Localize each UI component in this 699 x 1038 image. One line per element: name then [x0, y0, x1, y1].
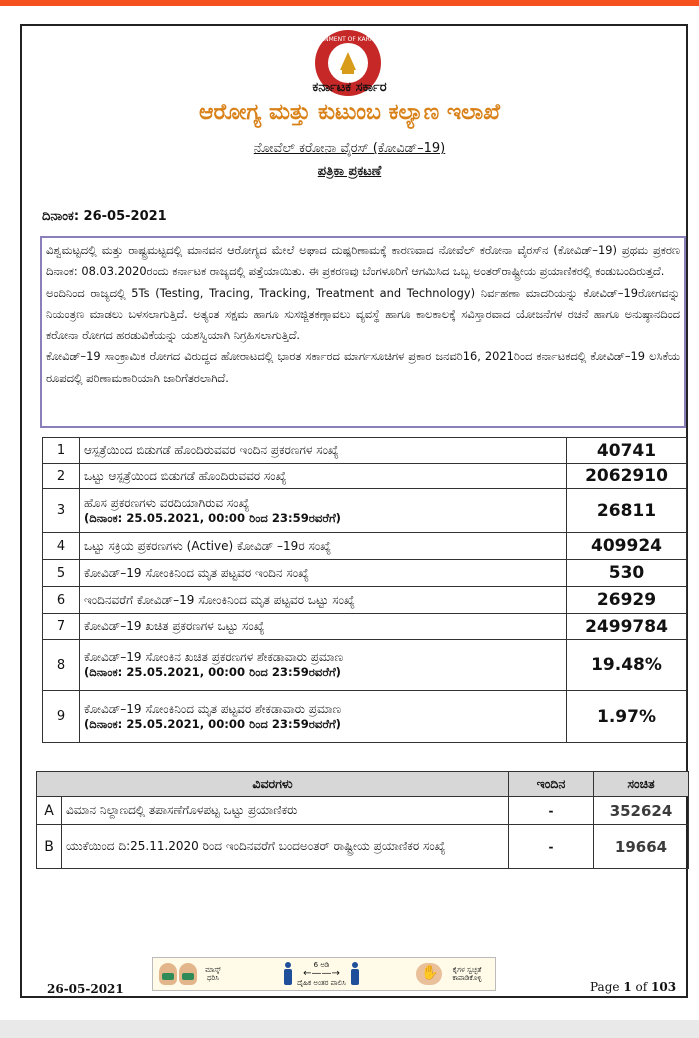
page-indicator [590, 980, 676, 994]
row-label: ಹೊಸ ಪ್ರಕರಣಗಳು ವರದಿಯಾಗಿರುವ ಸಂಖ್ಯೆ [84, 495, 250, 510]
masked-face-icon [159, 963, 177, 985]
person-icon [283, 962, 293, 986]
row-number: 4 [43, 533, 80, 560]
row-sublabel: (ದಿನಾಂಕ: 25.05.2021, 00:00 ರಿಂದ 23:59ರವರೆಗೆ) [84, 510, 341, 525]
row-today: - [509, 825, 594, 869]
distance-feet-text: 6 ಅಡಿ [313, 961, 330, 969]
row-label: ಯುಕೆಯಿಂದ ದಿ:25.11.2020 ರಿಂದ ಇಂದಿನವರೆಗೆ ಬಂದಅಂತರ್ ರಾಷ್ಟ್ರೀಯ ಪ್ರಯಾಣಿಕರ ಸಂಖ್ಯೆ [62, 825, 509, 869]
row-letter: B [37, 825, 62, 869]
row-label: ಕೋವಿಡ್–19 ಖಚಿತ ಪ್ರಕರಣಗಳ ಒಟ್ಟು ಸಂಖ್ಯೆ [80, 614, 567, 640]
row-label: ವಿಮಾನ ನಿಲ್ದಾಣದಲ್ಲಿ ತಪಾಸಣೆಗೊಳಪಟ್ಟ ಒಟ್ಟು ಪ್ರಯಾಣಿಕರು [62, 797, 509, 825]
mask-group [159, 963, 227, 985]
traveller-table [36, 771, 689, 869]
table-row [43, 614, 687, 640]
row-label: ಇಂದಿನವರೆಗೆ ಕೋವಿಡ್–19 ಸೋಂಕಿನಿಂದ ಮೃತ ಪಟ್ಟವರ ಒಟ್ಟು ಸಂಖ್ಯೆ [80, 587, 567, 614]
masked-face-icon [179, 963, 197, 985]
wash-group [416, 963, 489, 985]
row-label: ಆಸ್ಪತ್ರೆಯಿಂದ ಬಿಡುಗಡೆ ಹೊಂದಿರುವವರ ಇಂದಿನ ಪ್ರಕರಣಗಳ ಸಂಖ್ಯೆ [80, 438, 567, 464]
virus-subtitle: ನೋವೆಲ್ ಕರೋನಾ ವೈರಸ್ (ಕೋವಿಡ್–19) [253, 141, 446, 156]
row-value: 409924 [567, 533, 687, 560]
row-label-cell [80, 640, 567, 691]
table-row [43, 464, 687, 489]
page-prefix: Page [590, 980, 620, 994]
row-number: 6 [43, 587, 80, 614]
press-release-title: ಪತ್ರಿಕಾ ಪ್ರಕಟಣೆ [317, 164, 382, 179]
mask-text: ಮಾಸ್ಕ್ ಧರಿಸಿ [205, 966, 221, 982]
intro-paragraph-1: ವಿಶ್ವಮಟ್ಟದಲ್ಲಿ ಮತ್ತು ರಾಷ್ಟ್ರಮಟ್ಟದಲ್ಲಿ ಮಾನವನ ಆರೋಗ್ಯದ ಮೇಲೆ ಅಘಾದ ದುಷ್ಪರಿಣಾಮಕ್ಕೆ ಕಾರಣವಾದ ನೋವೆಲ್ ಕರೋನಾ ವೈರಸ್‌ನ (ಕೋವಿಡ್–19) ಪ್ರಥಮ ಪ್ರಕರಣ ದಿನಾಂಕ: 08.03.2020ರಂದು ಕರ್ನಾಟಕ ರಾಜ್ಯದಲ್ಲಿ ಪತ್ತೆಯಾಯಿತು. ಈ ಪ್ರಕರಣವು ಬೆಂಗಳೂರಿಗೆ ಆಗಮಿಸಿದ ಒಬ್ಬ ಅಂತರ್‌ರಾಷ್ಟ್ರೀಯ ಪ್ರಯಾಣಿಕರಲ್ಲಿ ಕಂಡುಬಂದಿರುತ್ತದೆ. [46, 243, 680, 279]
row-value: 26811 [567, 489, 687, 533]
header-cumulative: ಸಂಚಿತ [594, 772, 689, 797]
row-number: 8 [43, 640, 80, 691]
header-details: ವಿವರಗಳು [37, 772, 509, 797]
viewer-bottom-gap [0, 1020, 699, 1038]
state-name: ಕರ್ನಾಟಕ ಸರ್ಕಾರ [312, 80, 387, 95]
hand-wash-icon [416, 963, 442, 985]
row-number: 7 [43, 614, 80, 640]
table-header-row [37, 772, 689, 797]
row-number: 5 [43, 560, 80, 587]
row-number: 2 [43, 464, 80, 489]
row-label: ಕೋವಿಡ್–19 ಸೋಂಕಿನಿಂದ ಮೃತ ಪಟ್ಟವರ ಇಂದಿನ ಸಂಖ್ಯೆ [80, 560, 567, 587]
distance-text-group [297, 961, 346, 987]
row-value: 2499784 [567, 614, 687, 640]
distance-group [283, 961, 360, 987]
page-of: of [635, 980, 648, 994]
intro-box [40, 236, 686, 428]
row-value: 19.48% [567, 640, 687, 691]
row-label: ಕೋವಿಡ್–19 ಸೋಂಕಿನಿಂದ ಮೃತ ಪಟ್ಟವರ ಶೇಕಡಾವಾರು ಪ್ರಮಾಣ [84, 701, 342, 716]
table-row [43, 560, 687, 587]
row-value: 530 [567, 560, 687, 587]
table-row [37, 797, 689, 825]
row-value: 40741 [567, 438, 687, 464]
footer-date: 26-05-2021 [47, 982, 124, 996]
wash-text: ಕೈಗಳ ಸ್ವಚ್ಛತೆ ಕಾಪಾಡಿಕೊಳ್ಳಿ [452, 966, 482, 982]
row-label-cell [80, 489, 567, 533]
header-today: ಇಂದಿನ [509, 772, 594, 797]
table-row [43, 640, 687, 691]
row-value: 26929 [567, 587, 687, 614]
row-letter: A [37, 797, 62, 825]
department-title: ಆರೋಗ್ಯ ಮತ್ತು ಕುಟುಂಬ ಕಲ್ಯಾಣ ಇಲಾಖೆ [198, 100, 501, 125]
row-label-cell [80, 691, 567, 743]
distance-text: ದೈಹಿಕ ಅಂತರ ಪಾಲಿಸಿ [297, 979, 346, 987]
row-number: 9 [43, 691, 80, 743]
row-today: - [509, 797, 594, 825]
emblem-text: GOVERNMENT OF KARNATAKA [302, 36, 394, 43]
row-number: 1 [43, 438, 80, 464]
row-value: 1.97% [567, 691, 687, 743]
page-number: 1 [623, 980, 632, 994]
row-sublabel: (ದಿನಾಂಕ: 25.05.2021, 00:00 ರಿಂದ 23:59ರವರೆಗೆ) [84, 665, 341, 679]
page-total: 103 [651, 980, 677, 994]
double-arrow-icon: ←——→ [303, 968, 340, 979]
row-label: ಕೋವಿಡ್–19 ಸೋಂಕಿನ ಖಚಿತ ಪ್ರಕರಣಗಳ ಶೇಕಡಾವಾರು ಪ್ರಮಾಣ [84, 650, 344, 664]
release-date: ದಿನಾಂಕ: 26-05-2021 [42, 209, 167, 224]
row-cumulative: 19664 [594, 825, 689, 869]
row-value: 2062910 [567, 464, 687, 489]
top-accent-bar [0, 0, 699, 6]
row-label: ಒಟ್ಟು ಸಕ್ರಿಯ ಪ್ರಕರಣಗಳು (Active) ಕೋವಿಡ್ –19ರ ಸಂಖ್ಯೆ [80, 533, 567, 560]
intro-paragraph-3: ಕೋವಿಡ್–19 ಸಾಂಕ್ರಾಮಿಕ ರೋಗದ ವಿರುದ್ಧದ ಹೋರಾಟದಲ್ಲಿ ಭಾರತ ಸರ್ಕಾರದ ಮಾರ್ಗಸೂಚಿಗಳ ಪ್ರಕಾರ ಜನವರಿ16, 2021ರಿಂದ ಕರ್ನಾಟಕದಲ್ಲಿ ಕೋವಿಡ್–19 ಲಸಿಕೆಯ ರೂಪದಲ್ಲಿ ಪರಿಣಾಮಕಾರಿಯಾಗಿ ಜಾರಿಗೆತರಲಾಗಿದೆ. [46, 349, 680, 385]
table-row [43, 587, 687, 614]
table-row [43, 691, 687, 743]
table-row [43, 489, 687, 533]
person-icon [350, 962, 360, 986]
table-row [37, 825, 689, 869]
table-row [43, 438, 687, 464]
row-number: 3 [43, 489, 80, 533]
row-sublabel: (ದಿನಾಂಕ: 25.05.2021, 00:00 ರಿಂದ 23:59ರವರೆಗೆ) [84, 716, 341, 731]
safety-banner [152, 957, 496, 991]
table-row [43, 533, 687, 560]
covid-stats-table [42, 437, 687, 743]
intro-paragraph-2: ಅಂದಿನಿಂದ ರಾಜ್ಯದಲ್ಲಿ 5Ts (Testing, Tracing, Tracking, Treatment and Technology) ನಿರ್ವಹಣಾ ಮಾದರಿಯನ್ನು ಕೋವಿಡ್–19ರೋಗವನ್ನು ನಿಯಂತ್ರಣ ಮಾಡಲು ಬಳಸಲಾಗುತ್ತಿದೆ. ಅತ್ಯಂತ ಸಕ್ಷಮ ಹಾಗೂ ಸುಸಜ್ಜಿತಕಣ್ಗಾವಲು ವ್ಯವಸ್ಥೆ ಹಾಗೂ ಕಾಲಕಾಲಕ್ಕೆ ಸವಿಸ್ತಾರವಾದ ಯೋಜನೆಗಳ ರಚನೆ ಹಾಗೂ ಅನುಷ್ಠಾನದಿಂದ ಕರೋನಾ ರೋಗದ ಹರಡುವಿಕೆಯನ್ನು ಯಶಸ್ವಿಯಾಗಿ ನಿಗ್ರಹಿಸಲಾಗುತ್ತಿದೆ. [46, 285, 680, 343]
row-cumulative: 352624 [594, 797, 689, 825]
row-label: ಒಟ್ಟು ಆಸ್ಪತ್ರೆಯಿಂದ ಬಿಡುಗಡೆ ಹೊಂದಿರುವವರ ಸಂಖ್ಯೆ [80, 464, 567, 489]
